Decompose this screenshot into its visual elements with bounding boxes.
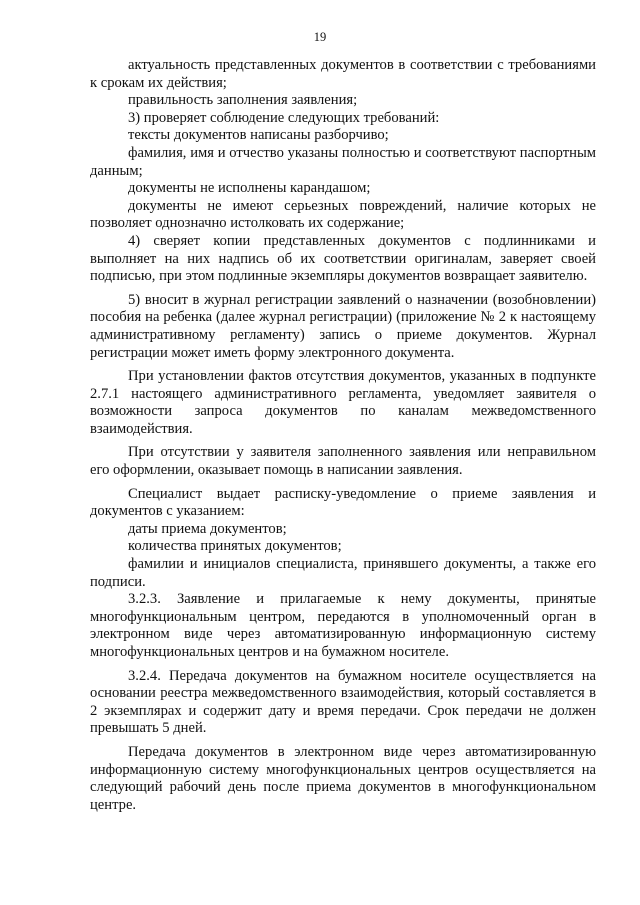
page-body	[90, 57, 596, 814]
paragraph: тексты документов написаны разборчиво;	[128, 127, 389, 144]
paragraph: Передача документов в электронном виде через автоматизированную информационную систему многофункциональных центров осуществляется на следующий рабочий день после приема документов в многофункциональном центре.	[90, 743, 596, 813]
paragraph: Специалист выдает расписку-уведомление о приеме заявления и документов с указанием:	[90, 485, 596, 520]
paragraph: актуальность представленных документов в соответствии с требованиями к срокам их действия;	[90, 57, 596, 91]
paragraph: При отсутствии у заявителя заполненного заявления или неправильном его оформлении, оказывает помощь в написании заявления.	[90, 444, 596, 479]
paragraph: даты приема документов;	[128, 520, 287, 537]
paragraph: 3) проверяет соблюдение следующих требований:	[128, 109, 440, 126]
paragraph: документы не исполнены карандашом;	[128, 180, 371, 197]
paragraph: 3.2.4. Передача документов на бумажном носителе осуществляется на основании реестра межведомственного взаимодействия, который составляется в 2 экземплярах и содержит дату и время передачи. Срок передачи не должен превышать 5 дней.	[90, 667, 596, 737]
paragraph: количества принятых документов;	[128, 538, 342, 555]
page-number: 19	[313, 30, 327, 44]
paragraph: 4) сверяет копии представленных документов с подлинниками и выполняет на них надпись об их соответствии оригиналам, заверяет своей подписью, при этом подлинные экземпляры документов возвращает заявителю.	[90, 232, 596, 285]
paragraph: фамилии и инициалов специалиста, принявшего документы, а также его подписи.	[90, 556, 596, 590]
paragraph: фамилия, имя и отчество указаны полностью и соответствуют паспортным данным;	[90, 144, 596, 179]
paragraph: правильность заполнения заявления;	[128, 92, 358, 109]
paragraph: 5) вносит в журнал регистрации заявлений о назначении (возобновлении) пособия на ребенка (далее журнал регистрации) (приложение № 2 к настоящему административному регламенту) запись о приеме документов. Журнал регистрации может иметь форму электронного документа.	[90, 291, 596, 361]
paragraph: При установлении фактов отсутствия документов, указанных в подпункте 2.7.1 настоящего административного регламента, уведомляет заявителя о возможности запроса документов по каналам межведомственного взаимодействия.	[90, 368, 596, 437]
paragraph: документы не имеют серьезных повреждений, наличие которых не позволяет однозначно истолковать их содержание;	[90, 197, 596, 232]
paragraph: 3.2.3. Заявление и прилагаемые к нему документы, принятые многофункциональным центром, передаются в уполномоченный орган в электронном виде через автоматизированную информационную систему многофункциональных центров и на бумажном носителе.	[90, 591, 596, 660]
